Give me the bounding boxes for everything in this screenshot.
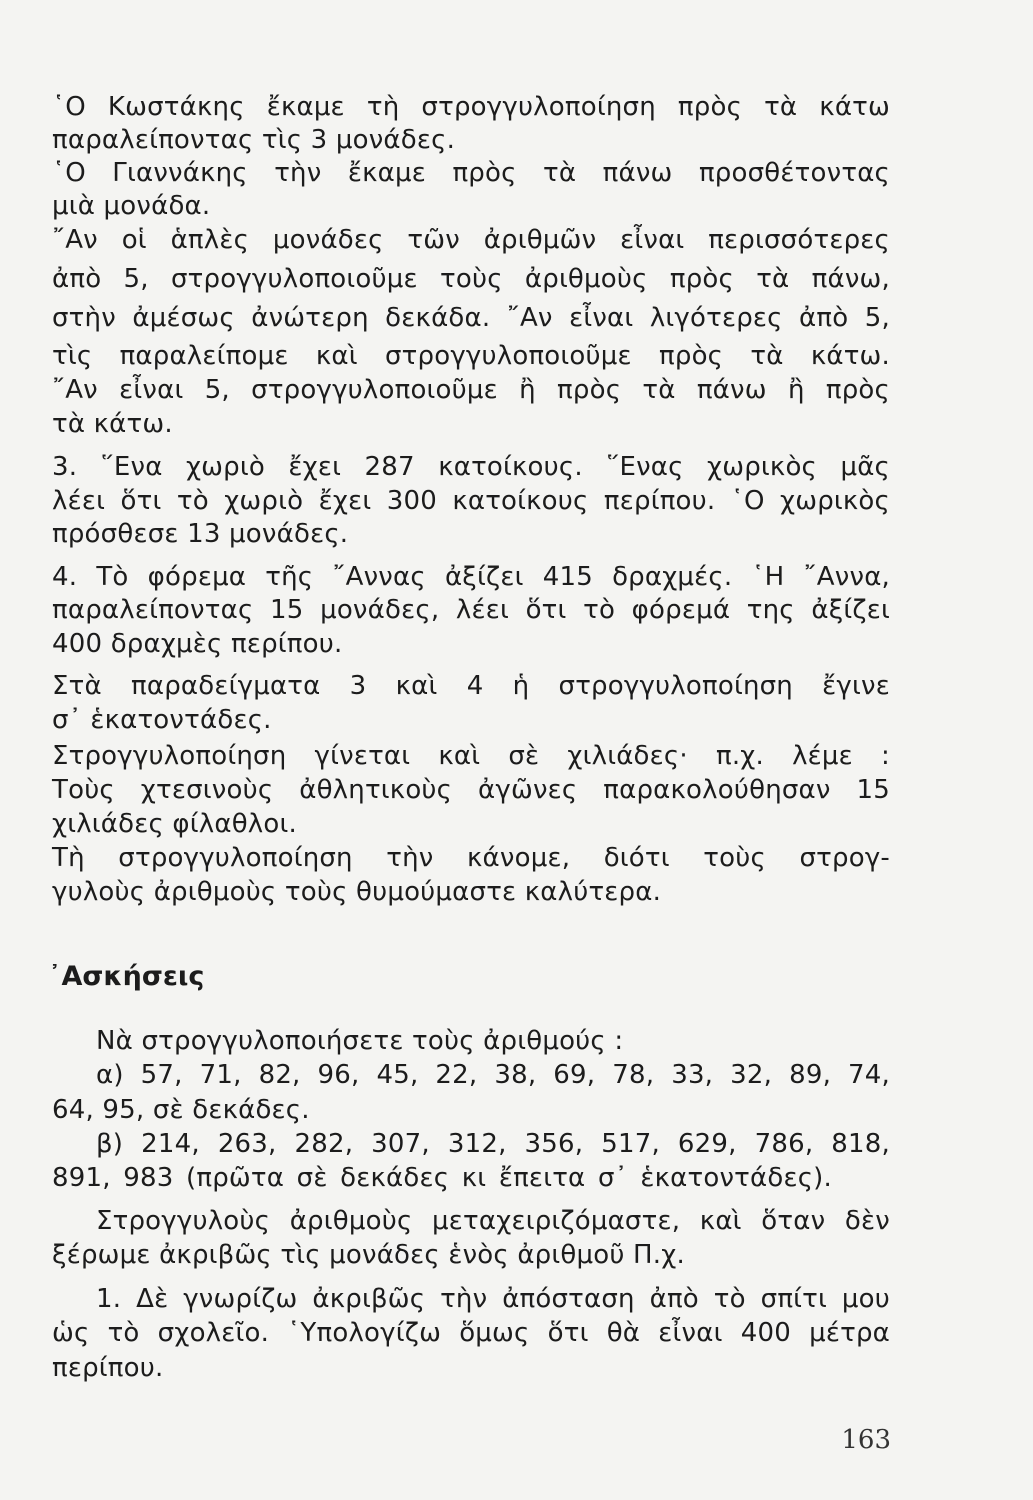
exercise-line: α) 57, 71, 82, 96, 45, 22, 38, 69, 78, 33, 32, 89, 74, <box>96 1060 890 1090</box>
text-line: ἀπὸ 5, στρογγυλοποιοῦμε τοὺς ἀριθμοὺς πρὸς τὰ πάνω, <box>52 264 890 294</box>
exercise-line: ὡς τὸ σχολεῖο. ῾Υπολογίζω ὅμως ὅτι θὰ εἶναι 400 μέτρα <box>52 1318 890 1348</box>
exercise-line: περίπου. <box>52 1353 164 1383</box>
text-line: γυλοὺς ἀριθμοὺς τοὺς θυμούμαστε καλύτερα. <box>52 877 662 907</box>
text-line: παραλείποντας τὶς 3 μονάδες. <box>52 125 456 155</box>
exercise-line: β) 214, 263, 282, 307, 312, 356, 517, 629, 786, 818, <box>96 1129 890 1159</box>
exercise-line: ξέρωμε ἀκριβῶς τὶς μονάδες ἑνὸς ἀριθμοῦ Π.χ. <box>52 1240 685 1270</box>
text-line: σ᾽ ἑκατοντάδες. <box>52 705 272 735</box>
text-line: Τὴ στρογγυλοποίηση τὴν κάνομε, διότι τοὺς στρογ- <box>52 843 890 873</box>
page-number: 163 <box>841 1425 891 1455</box>
text-line: χιλιάδες φίλαθλοι. <box>52 809 297 839</box>
text-line: τὶς παραλείπομε καὶ στρογγυλοποιοῦμε πρὸς τὰ κάτω. <box>52 341 890 371</box>
text-line: παραλείποντας 15 μονάδες, λέει ὅτι τὸ φόρεμά της ἀξίζει <box>52 595 890 625</box>
text-line: Τοὺς χτεσινοὺς ἀθλητικοὺς ἀγῶνες παρακολούθησαν 15 <box>52 775 890 805</box>
exercise-line: 64, 95, σὲ δεκάδες. <box>52 1095 310 1125</box>
exercises-heading: ᾽Ασκήσεις <box>48 961 205 992</box>
text-line: ῾Ο Γιαννάκης τὴν ἔκαμε πρὸς τὰ πάνω προσθέτοντας <box>52 158 890 188</box>
text-line: στὴν ἀμέσως ἀνώτερη δεκάδα. ῎Αν εἶναι λιγότερες ἀπὸ 5, <box>52 303 890 333</box>
text-line: 400 δραχμὲς περίπου. <box>52 629 343 659</box>
text-line: τὰ κάτω. <box>52 409 173 439</box>
text-line: ῎Αν οἱ ἁπλὲς μονάδες τῶν ἀριθμῶν εἶναι περισσότερες <box>52 225 890 255</box>
exercise-line: 1. Δὲ γνωρίζω ἀκριβῶς τὴν ἀπόσταση ἀπὸ τὸ σπίτι μου <box>96 1284 890 1314</box>
text-line: Στρογγυλοποίηση γίνεται καὶ σὲ χιλιάδες· π.χ. λέμε : <box>52 741 890 771</box>
text-line: μιὰ μονάδα. <box>52 191 211 221</box>
exercise-line: 891, 983 (πρῶτα σὲ δεκάδες κι ἔπειτα σ᾽ ἑκατοντάδες). <box>52 1163 832 1193</box>
text-line: ῎Αν εἶναι 5, στρογγυλοποιοῦμε ἢ πρὸς τὰ πάνω ἢ πρὸς <box>52 375 890 405</box>
exercise-line: Στρογγυλοὺς ἀριθμοὺς μεταχειριζόμαστε, καὶ ὅταν δὲν <box>96 1206 890 1236</box>
text-line: Στὰ παραδείγματα 3 καὶ 4 ἡ στρογγυλοποίηση ἔγινε <box>52 671 890 701</box>
exercise-line: Νὰ στρογγυλοποιήσετε τοὺς ἀριθμούς : <box>96 1026 624 1056</box>
text-line: ῾Ο Κωστάκης ἔκαμε τὴ στρογγυλοποίηση πρὸς τὰ κάτω <box>52 92 890 122</box>
text-line: πρόσθεσε 13 μονάδες. <box>52 519 349 549</box>
text-line: 3. ῞Ενα χωριὸ ἔχει 287 κατοίκους. ῞Ενας χωρικὸς μᾶς <box>52 452 890 482</box>
text-line: 4. Τὸ φόρεμα τῆς ῎Αννας ἀξίζει 415 δραχμές. ῾Η ῎Αννα, <box>52 562 890 592</box>
text-line: λέει ὅτι τὸ χωριὸ ἔχει 300 κατοίκους περίπου. ῾Ο χωρικὸς <box>52 486 890 516</box>
